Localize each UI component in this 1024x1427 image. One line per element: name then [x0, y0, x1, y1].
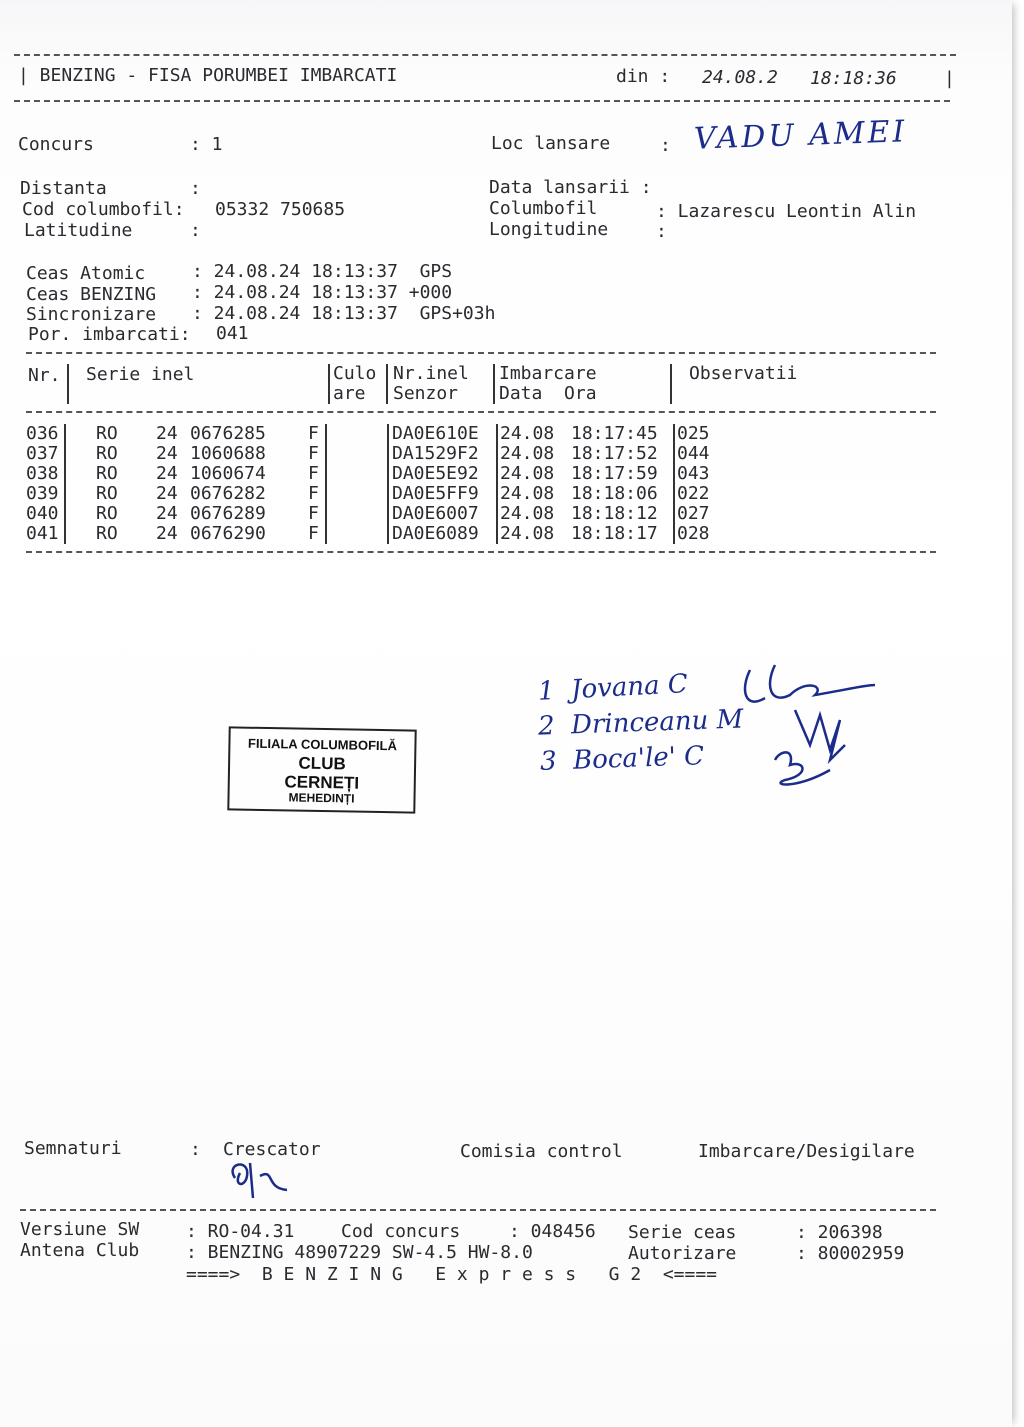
- stamp-line-3: CERNEȚI: [284, 772, 360, 793]
- col-observatii-header: Observatii: [689, 363, 798, 384]
- cell-ora: 18:18:17: [571, 523, 658, 544]
- cell-sex: F: [308, 463, 319, 484]
- cell-inel: 0676289: [190, 503, 266, 524]
- cell-obs: 043: [677, 463, 710, 484]
- header-date: 24.08.2: [702, 67, 778, 88]
- cell-nr: 036: [26, 423, 59, 444]
- header-top-rule: [14, 54, 956, 56]
- stamp-line-2: CLUB: [298, 753, 346, 774]
- autorizare-value: : 80002959: [796, 1243, 905, 1264]
- cell-tara: RO: [96, 503, 118, 524]
- cell-nr: 038: [26, 463, 59, 484]
- cell-obs: 025: [677, 423, 710, 444]
- header-divider: [386, 364, 388, 404]
- header-divider: [670, 364, 672, 404]
- cell-inel: 1060674: [190, 463, 266, 484]
- cell-obs: 028: [677, 523, 710, 544]
- cell-senzor: DA0E5FF9: [392, 483, 479, 504]
- columbofil-value: : Lazarescu Leontin Alin: [656, 201, 917, 222]
- stamp-line-4: MEHEDINȚI: [288, 790, 355, 806]
- distanta-label: Distanta: [20, 178, 107, 199]
- cell-an: 24: [156, 483, 178, 504]
- longitudine-label: Longitudine: [489, 219, 609, 240]
- header-divider: [493, 364, 495, 404]
- commission-member-3: 3 Boca'le' C: [539, 741, 705, 777]
- semnaturi-label: Semnaturi: [24, 1138, 122, 1159]
- cod-concurs-label: Cod concurs: [341, 1221, 461, 1242]
- antena-club-label: Antena Club: [20, 1240, 140, 1261]
- commission-member-2: 2 Drinceanu M: [537, 704, 744, 742]
- cell-obs: 022: [677, 483, 710, 504]
- cell-tara: RO: [96, 443, 118, 464]
- sincronizare-value: : 24.08.24 18:13:37 GPS+03h: [192, 303, 496, 324]
- cod-columbofil-value: 05332 750685: [215, 199, 346, 220]
- table-header-rule: [26, 411, 936, 413]
- table-top-rule: [26, 352, 936, 354]
- cell-sex: F: [308, 523, 319, 544]
- col-serie-header: Serie inel: [86, 364, 195, 385]
- cell-senzor: DA1529F2: [392, 443, 479, 464]
- body-divider: [387, 424, 389, 544]
- cell-data: 24.08: [500, 523, 555, 544]
- col-nrinel-header-2: Senzor: [393, 383, 459, 404]
- cell-inel: 0676290: [190, 523, 266, 544]
- cell-senzor: DA0E610E: [392, 423, 479, 444]
- din-label: din :: [616, 66, 671, 87]
- header-divider: [328, 364, 330, 404]
- concurs-value: : 1: [190, 134, 223, 155]
- cell-ora: 18:17:52: [571, 443, 658, 464]
- serie-ceas-label: Serie ceas: [628, 1222, 737, 1243]
- cell-obs: 027: [677, 503, 710, 524]
- body-divider: [325, 424, 327, 544]
- distanta-value: :: [190, 178, 201, 199]
- cell-tara: RO: [96, 463, 118, 484]
- loc-lansare-colon: :: [660, 135, 671, 156]
- cell-nr: 041: [26, 523, 59, 544]
- cod-columbofil-label: Cod columbofil:: [22, 199, 185, 220]
- body-divider: [64, 424, 66, 544]
- footer-rule: [20, 1209, 936, 1211]
- cell-tara: RO: [96, 523, 118, 544]
- col-imbarcare-header-2: Data Ora: [499, 383, 597, 404]
- crescator-label: Crescator: [223, 1139, 321, 1160]
- ceas-atomic-label: Ceas Atomic: [26, 263, 146, 284]
- cell-senzor: DA0E6089: [392, 523, 479, 544]
- col-nrinel-header-1: Nr.inel: [393, 363, 469, 384]
- versiune-sw-value: : RO-04.31: [186, 1221, 295, 1242]
- cell-data: 24.08: [500, 483, 555, 504]
- col-culoare-header-2: are: [333, 383, 366, 404]
- serie-ceas-value: : 206398: [796, 1222, 883, 1243]
- cell-inel: 0676285: [190, 423, 266, 444]
- cell-obs: 044: [677, 443, 710, 464]
- versiune-sw-label: Versiune SW: [20, 1219, 140, 1240]
- loc-lansare-handwritten: VADU AMEI: [693, 114, 908, 157]
- columbofil-label: Columbofil: [489, 198, 598, 219]
- club-stamp: [227, 726, 416, 813]
- stamp-line-1: FILIALA COLUMBOFILĂ: [247, 735, 398, 754]
- commission-signatures: [735, 650, 885, 800]
- cell-sex: F: [308, 423, 319, 444]
- cell-nr: 039: [26, 483, 59, 504]
- header-divider: [67, 364, 69, 404]
- cell-an: 24: [156, 443, 178, 464]
- cell-nr: 037: [26, 443, 59, 464]
- antena-club-value: : BENZING 48907229 SW-4.5 HW-8.0: [186, 1242, 533, 1263]
- loc-lansare-label: Loc lansare: [491, 133, 611, 154]
- benzing-express-banner: ====> B E N Z I N G E x p r e s s G 2 <====: [186, 1264, 718, 1285]
- cell-an: 24: [156, 463, 178, 484]
- document-title: | BENZING - FISA PORUMBEI IMBARCATI: [18, 65, 398, 86]
- table-bottom-rule: [26, 551, 936, 553]
- cod-concurs-value: : 048456: [509, 1221, 596, 1242]
- autorizare-label: Autorizare: [628, 1243, 737, 1264]
- cell-sex: F: [308, 503, 319, 524]
- cell-data: 24.08: [500, 443, 555, 464]
- cell-ora: 18:18:06: [571, 483, 658, 504]
- ceas-atomic-value: : 24.08.24 18:13:37 GPS: [192, 261, 453, 282]
- latitudine-value: :: [190, 220, 201, 241]
- concurs-label: Concurs: [18, 134, 94, 155]
- cell-senzor: DA0E6007: [392, 503, 479, 524]
- cell-nr: 040: [26, 503, 59, 524]
- header-end-bar: |: [944, 68, 955, 89]
- header-bottom-rule: [14, 100, 950, 102]
- sincronizare-label: Sincronizare: [26, 304, 157, 325]
- data-lansarii-label: Data lansarii :: [489, 177, 652, 198]
- porumbei-imbarcati-label: Por. imbarcati:: [28, 324, 191, 345]
- cell-ora: 18:18:12: [571, 503, 658, 524]
- col-imbarcare-header-1: Imbarcare: [499, 363, 597, 384]
- cell-ora: 18:17:59: [571, 463, 658, 484]
- ceas-benzing-label: Ceas BENZING: [26, 284, 157, 305]
- cell-inel: 1060688: [190, 443, 266, 464]
- cell-sex: F: [308, 443, 319, 464]
- semnaturi-colon: :: [190, 1139, 201, 1160]
- longitudine-value: :: [656, 221, 667, 242]
- cell-tara: RO: [96, 483, 118, 504]
- commission-member-1: 1 Jovana C: [537, 669, 689, 707]
- cell-an: 24: [156, 503, 178, 524]
- cell-an: 24: [156, 423, 178, 444]
- cell-tara: RO: [96, 423, 118, 444]
- cell-an: 24: [156, 523, 178, 544]
- imbarcare-desigilare-label: Imbarcare/Desigilare: [698, 1141, 915, 1162]
- crescator-signature: [225, 1158, 295, 1203]
- porumbei-imbarcati-value: 041: [216, 323, 249, 344]
- cell-data: 24.08: [500, 503, 555, 524]
- col-culoare-header-1: Culo: [333, 363, 377, 384]
- cell-inel: 0676282: [190, 483, 266, 504]
- cell-data: 24.08: [500, 463, 555, 484]
- cell-ora: 18:17:45: [571, 423, 658, 444]
- body-divider: [673, 424, 675, 544]
- header-time: 18:18:36: [810, 68, 897, 89]
- cell-data: 24.08: [500, 423, 555, 444]
- cell-sex: F: [308, 483, 319, 504]
- ceas-benzing-value: : 24.08.24 18:13:37 +000: [192, 282, 453, 303]
- comisia-control-label: Comisia control: [460, 1141, 623, 1162]
- col-nr-header: Nr.: [28, 365, 61, 386]
- body-divider: [496, 424, 498, 544]
- latitudine-label: Latitudine: [24, 220, 133, 241]
- cell-senzor: DA0E5E92: [392, 463, 479, 484]
